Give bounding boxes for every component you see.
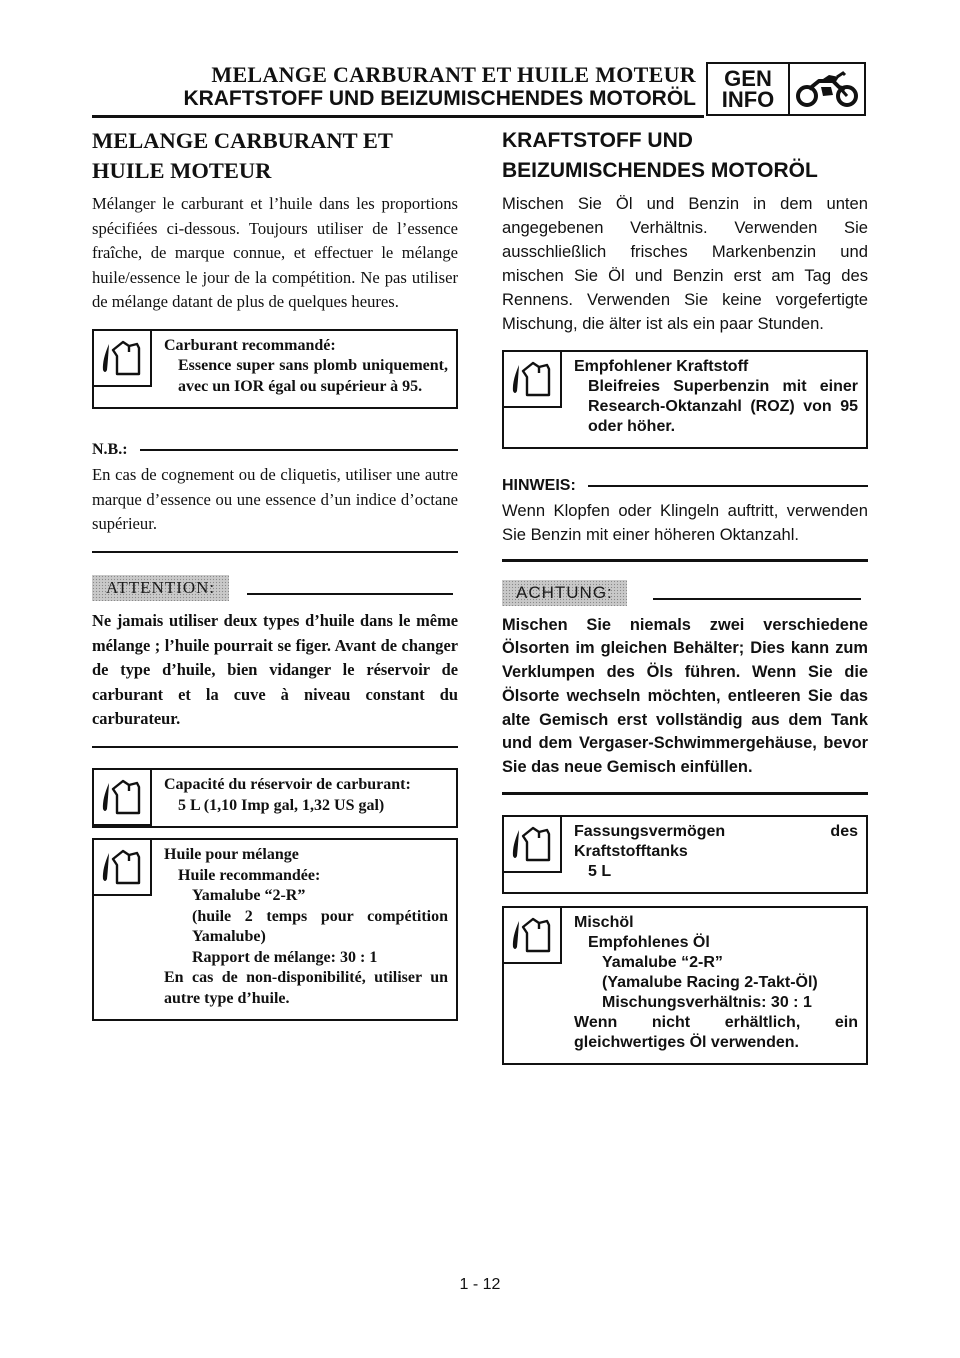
- caution-header-de: [502, 580, 868, 606]
- note-text-de: Wenn Klopfen oder Klingeln auftritt, verwenden Sie Benzin mit einer höheren Oktanzahl.: [502, 501, 868, 544]
- section-heading-fr: MELANGE CARBURANT ET HUILE MOTEUR: [92, 128, 393, 183]
- oil-can-icon: [504, 352, 562, 408]
- tank-spec-box-fr: [92, 768, 458, 828]
- caution-badge-de: ACHTUNG:: [502, 580, 627, 606]
- tank-spec-text-de: Fassungsvermögen des Kraftstofftanks 5 L: [574, 822, 858, 880]
- tank-spec-text-fr: Capacité du réservoir de carburant: 5 L (1,10 Imp gal, 1,32 US gal): [164, 776, 411, 814]
- intro-paragraph-fr: Mélanger le carburant et l’huile dans les proportions spécifiées ci-dessous. Toujours utiliser de l’essence fraîche, de marque connue, et effectuer le mélange huile/essence le jour de la compétition. Ne pas utiliser de mélange datant de plus de quelques heures.: [92, 194, 458, 311]
- oil-spec-box-de: [502, 906, 868, 1065]
- info-label: INFO: [721, 87, 775, 112]
- caution-rule-fr: [92, 746, 458, 749]
- oil-can-icon: [94, 840, 152, 896]
- caution-badge-fr: ATTENTION:: [92, 575, 229, 601]
- oil-can-icon: [94, 770, 152, 826]
- oil-can-icon: [504, 908, 562, 964]
- column-french: [92, 126, 458, 1021]
- section-heading-de: KRAFTSTOFF UND BEIZUMISCHENDES MOTORÖL: [502, 129, 818, 182]
- caution-text-de: Mischen Sie niemals zwei verschiedene Ölsorten im gleichen Behälter; Dies kann zum Verklumpen des Öls führen. Wenn Sie die Ölsorte wechseln möchten, entleeren Sie das alte Gemisch erst vollständig aus dem Tank und dem Vergaser-Schwimmergehäuse, bevor Sie das neue Gemisch einfüllen.: [502, 615, 868, 777]
- intro-paragraph-de: Mischen Sie Öl und Benzin in dem unten angegebenen Verhältnis. Verwenden Sie ausschließlich frisches Markenbenzin und mischen Sie Öl und Benzin erst am Tag des Rennens. Verwenden Sie keine vorgefertigte Mischung, die älter ist als ein paar Stunden.: [502, 194, 868, 333]
- gen-info-badge: [706, 62, 866, 116]
- oil-spec-text-de: Mischöl Empfohlenes Öl Yamalube “2-R” (Yamalube Racing 2-Takt-Öl) Mischungsverhältnis: 30 : 1 Wenn nicht erhältlich, ein gleichwertiges Öl verwenden.: [574, 913, 858, 1051]
- note-rule-de: [502, 559, 868, 562]
- note-header-fr: N.B.:: [92, 441, 458, 459]
- note-header-de: HINWEIS:: [502, 477, 868, 495]
- note-text-fr: En cas de cognement ou de cliquetis, utiliser une autre marque d’essence ou une essence d’un indice d’octane supérieur.: [92, 465, 458, 533]
- note-rule-fr: [92, 551, 458, 554]
- gen-label: GEN: [724, 66, 772, 91]
- header-title-fr: MELANGE CARBURANT ET HUILE MOTEUR: [211, 62, 696, 87]
- caution-text-fr: Ne jamais utiliser deux types d’huile dans le même mélange ; l’huile pourrait se figer. Avant de changer de type d’huile, bien vidanger le réservoir de carburant et la cuve à niveau constant du carburateur.: [92, 611, 458, 728]
- column-german: [502, 126, 868, 1065]
- fuel-spec-box-fr: [92, 329, 458, 410]
- fuel-spec-text-fr: Carburant recommandé: Essence super sans plomb uniquement, avec un IOR égal ou supérieur à 95.: [164, 336, 448, 395]
- oil-can-icon: [94, 331, 152, 387]
- motorcycle-icon: [790, 64, 864, 114]
- tank-spec-box-de: [502, 815, 868, 894]
- caution-rule-de: [502, 792, 868, 795]
- fuel-spec-box-de: [502, 350, 868, 449]
- oil-can-icon: [504, 817, 562, 873]
- page-number: 1 - 12: [459, 1276, 501, 1293]
- oil-spec-text-fr: Huile pour mélange Huile recommandée: Yamalube “2-R” (huile 2 temps pour compétition Yamalube) Rapport de mélange: 30 : 1 En cas de non-disponibilité, utiliser un autre type d’huile.: [164, 846, 448, 1007]
- gen-info-label: [708, 64, 790, 114]
- oil-spec-box-fr: [92, 838, 458, 1021]
- header-rule: [92, 115, 704, 118]
- fuel-spec-text-de: Empfohlener Kraftstoff Bleifreies Superbenzin mit einer Research-Oktanzahl (ROZ) von 95 oder höher.: [574, 358, 858, 435]
- caution-header-fr: [92, 575, 458, 601]
- header-title-de: KRAFTSTOFF UND BEIZUMISCHENDES MOTORÖL: [183, 87, 696, 110]
